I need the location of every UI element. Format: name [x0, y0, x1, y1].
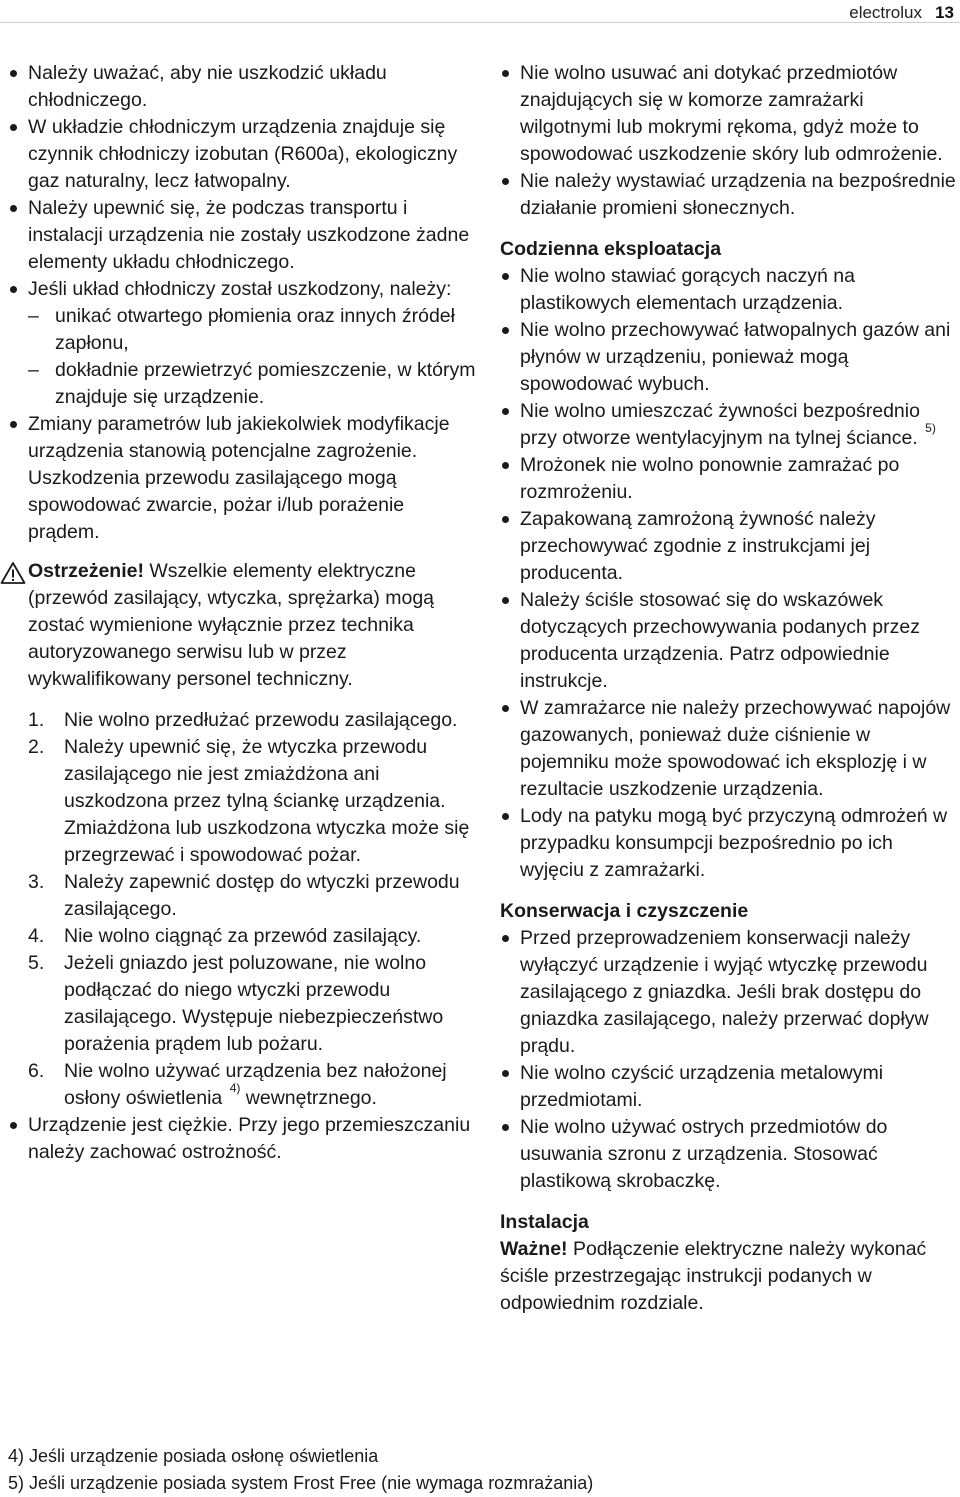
item-text: Nie wolno używać urządzenia bez nałożonej osłony oświetlenia — [64, 1060, 447, 1109]
warning-label: Ostrzeżenie! — [28, 560, 144, 582]
item-text: Jeżeli gniazdo jest poluzowane, nie wolno podłączać do niego wtyczki przewodu zasilającego. Występuje niebezpieczeństwo porażenia prądem lub pożaru. — [64, 952, 444, 1055]
list-item: Nie wolno usuwać ani dotykać przedmiotów znajdujących się w komorze zamrażarki wilgotnymi lub mokrymi rękoma, gdyż może to spowodować uszkodzenie skóry lub odmrożenie. — [500, 60, 958, 168]
list-item-text: Nie wolno umieszczać żywności bezpośrednio przy otworze wentylacyjnym na tylnej ściance. — [520, 400, 920, 449]
section-heading-maintenance: Konserwacja i czyszczenie — [500, 900, 749, 922]
item-number: 2. — [28, 736, 45, 758]
list-item: W układzie chłodniczym urządzenia znajduje się czynnik chłodniczy izobutan (R600a), ekologiczny gaz naturalny, lecz łatwopalny. — [8, 114, 478, 195]
item-number: 6. — [28, 1060, 45, 1082]
footnote: 5) Jeśli urządzenie posiada system Frost Free (nie wymaga rozmrażania) — [8, 1473, 594, 1493]
right-column — [500, 60, 958, 1317]
list-item: Zapakowaną zamrożoną żywność należy przechowywać zgodnie z instrukcjami jej producenta. — [500, 506, 958, 587]
daily-use-list — [500, 263, 958, 884]
list-item: Nie wolno używać ostrych przedmiotów do usuwania szronu z urządzenia. Stosować plastikową skrobaczkę. — [500, 1114, 958, 1195]
numbered-item — [8, 707, 478, 734]
warning-text: Wszelkie elementy elektryczne (przewód zasilający, wtyczka, sprężarka) mogą zostać wymienione wyłącznie przez technika autoryzowanego serwisu lub w przez wykwalifikowany personel techniczny. — [28, 560, 435, 690]
item-number: 1. — [28, 709, 45, 731]
freezer-bullet-list — [500, 60, 958, 222]
item-text: Należy upewnić się, że wtyczka przewodu zasilającego nie jest zmiażdżona ani uszkodzona przez tylną ściankę urządzenia. Zmiażdżona lub uszkodzona wtyczka może się przegrzewać i spowodować pożar. — [64, 736, 470, 866]
item-number: 3. — [28, 871, 45, 893]
item-number: 4. — [28, 925, 45, 947]
section-heading-daily-use: Codzienna eksploatacja — [500, 238, 722, 260]
item-text: Należy zapewnić dostęp do wtyczki przewodu zasilającego. — [64, 871, 460, 920]
list-item: Lody na patyku mogą być przyczyną odmrożeń w przypadku konsumpcji bezpośrednio po ich wyjęciu z zamrażarki. — [500, 803, 958, 884]
list-item: Należy uważać, aby nie uszkodzić układu chłodniczego. — [8, 60, 478, 114]
list-item: Nie należy wystawiać urządzenia na bezpośrednie działanie promieni słonecznych. — [500, 168, 958, 222]
safety-bullet-list — [8, 60, 478, 546]
list-item: Zmiany parametrów lub jakiekolwiek modyfikacje urządzenia stanowią potencjalne zagrożenie. Uszkodzenia przewodu zasilającego mogą spowodować zwarcie, pożar i/lub porażenie prądem. — [8, 411, 478, 546]
list-item: Nie wolno przechowywać łatwopalnych gazów ani płynów w urządzeniu, ponieważ mogą spowodować wybuch. — [500, 317, 958, 398]
item-text-end: wewnętrznego. — [245, 1087, 377, 1109]
footnote: 4) Jeśli urządzenie posiada osłonę oświetlenia — [8, 1446, 379, 1466]
list-item: Przed przeprowadzeniem konserwacji należy wyłączyć urządzenie i wyjąć wtyczkę przewodu zasilającego z gniazdka. Jeśli brak dostępu do gniazdka zasilającego, należy przerwać dopływ prądu. — [500, 925, 958, 1060]
numbered-item — [8, 950, 478, 1058]
list-item — [8, 276, 478, 411]
left-column — [8, 60, 478, 1166]
warning-block — [8, 558, 478, 693]
page-header — [0, 0, 960, 23]
list-item: Nie wolno stawiać gorących naczyń na plastikowych elementach urządzenia. — [500, 263, 958, 317]
list-item: Należy ściśle stosować się do wskazówek dotyczących przechowywania podanych przez producenta urządzenia. Patrz odpowiednie instrukcje. — [500, 587, 958, 695]
list-item: Nie wolno czyścić urządzenia metalowymi przedmiotami. — [500, 1060, 958, 1114]
list-item: W zamrażarce nie należy przechowywać napojów gazowanych, ponieważ duże ciśnienie w pojemniku może spowodować ich eksplozję i w rezultacie uszkodzenie urządzenia. — [500, 695, 958, 803]
important-note — [500, 1236, 958, 1317]
footnotes — [8, 1443, 908, 1497]
maintenance-list — [500, 925, 958, 1195]
footnote-ref: 5) — [925, 421, 936, 435]
important-text: Podłączenie elektryczne należy wykonać ściśle przestrzegając instrukcji podanych w odpowiednim rozdziale. — [500, 1238, 927, 1314]
numbered-list — [8, 707, 478, 1112]
item-text: Nie wolno ciągnąć za przewód zasilający. — [64, 925, 422, 947]
list-item: Urządzenie jest ciężkie. Przy jego przemieszczaniu należy zachować ostrożność. — [8, 1112, 478, 1166]
list-item — [500, 398, 958, 452]
dash-item: – unikać otwartego płomienia oraz innych źródeł zapłonu, — [28, 303, 478, 357]
important-label: Ważne! — [500, 1238, 568, 1260]
item-text: Nie wolno przedłużać przewodu zasilającego. — [64, 709, 458, 731]
dash-list — [28, 303, 478, 411]
footnote-ref: 4) — [229, 1081, 241, 1095]
page-number: 13 — [935, 3, 954, 22]
brand-name: electrolux — [849, 3, 922, 22]
warning-icon — [0, 561, 26, 585]
numbered-item — [8, 734, 478, 869]
section-heading-installation: Instalacja — [500, 1211, 589, 1233]
list-item: Mrożonek nie wolno ponownie zamrażać po rozmrożeniu. — [500, 452, 958, 506]
numbered-item — [8, 869, 478, 923]
numbered-item — [8, 923, 478, 950]
numbered-item — [8, 1058, 478, 1112]
item-number: 5. — [28, 952, 45, 974]
list-item: Należy upewnić się, że podczas transportu i instalacji urządzenia nie zostały uszkodzone żadne elementy układu chłodniczego. — [8, 195, 478, 276]
list-item-text: Jeśli układ chłodniczy został uszkodzony, należy: — [28, 278, 452, 300]
heavy-bullet-list — [8, 1112, 478, 1166]
dash-item: – dokładnie przewietrzyć pomieszczenie, w którym znajduje się urządzenie. — [28, 357, 478, 411]
